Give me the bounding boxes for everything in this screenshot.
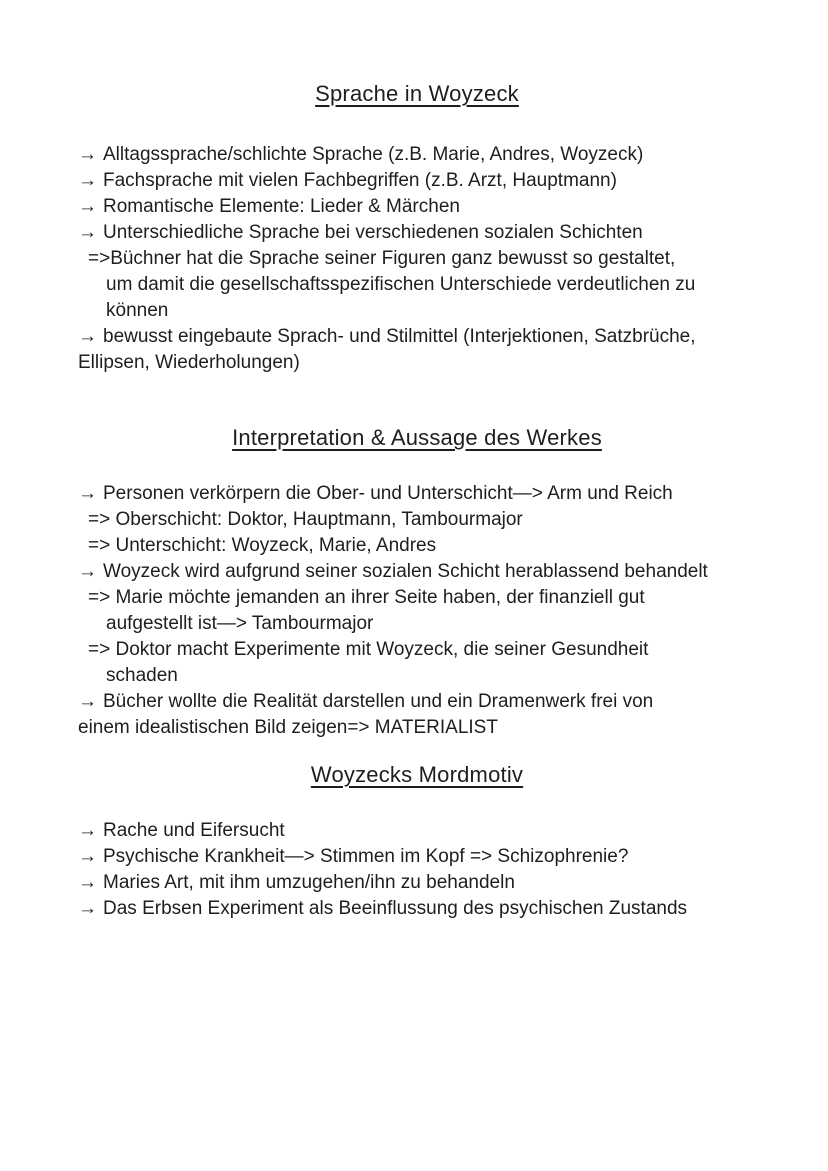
continuation-line xyxy=(78,533,756,559)
bullet-line xyxy=(78,220,756,246)
continuation-line xyxy=(78,272,756,298)
continuation-line xyxy=(78,637,756,663)
line-text: Psychische Krankheit—> Stimmen im Kopf => Schizophrenie? xyxy=(103,846,629,867)
continuation-line xyxy=(78,663,756,689)
line-text: Das Erbsen Experiment als Beeinflussung des psychischen Zustands xyxy=(103,898,688,919)
line-text: Fachsprache mit vielen Fachbegriffen (z.B. Arzt, Hauptmann) xyxy=(103,170,617,191)
line-text: bewusst eingebaute Sprach- und Stilmittel (Interjektionen, Satzbrüche, xyxy=(103,326,696,347)
line-text: => Oberschicht: Doktor, Hauptmann, Tambourmajor xyxy=(88,509,523,530)
section-lines xyxy=(78,481,756,741)
line-text: Maries Art, mit ihm umzugehen/ihn zu behandeln xyxy=(103,872,515,893)
line-text: Alltagssprache/schlichte Sprache (z.B. Marie, Andres, Woyzeck) xyxy=(103,144,644,165)
arrow-bullet-icon: → xyxy=(78,222,97,243)
line-text: schaden xyxy=(106,665,178,686)
line-text: Ellipsen, Wiederholungen) xyxy=(78,352,300,373)
line-text: Bücher wollte die Realität darstellen und ein Dramenwerk frei von xyxy=(103,691,654,712)
line-text: Personen verkörpern die Ober- und Unterschicht—> Arm und Reich xyxy=(103,483,673,504)
arrow-bullet-icon: → xyxy=(78,820,97,841)
arrow-bullet-icon: → xyxy=(78,691,97,712)
section-title: Sprache in Woyzeck xyxy=(315,81,519,106)
continuation-line xyxy=(78,350,756,376)
bullet-line xyxy=(78,896,756,922)
continuation-line xyxy=(78,298,756,324)
bullet-line xyxy=(78,142,756,168)
section-sprache xyxy=(78,80,756,376)
line-text: => Marie möchte jemanden an ihrer Seite haben, der finanziell gut xyxy=(88,587,645,608)
section-title: Interpretation & Aussage des Werkes xyxy=(232,425,602,450)
arrow-bullet-icon: → xyxy=(78,483,97,504)
continuation-line xyxy=(78,715,756,741)
continuation-line xyxy=(78,246,756,272)
section-mordmotiv xyxy=(78,761,756,922)
arrow-bullet-icon: → xyxy=(78,561,97,582)
line-text: =>Büchner hat die Sprache seiner Figuren ganz bewusst so gestaltet, xyxy=(88,248,676,269)
bullet-line xyxy=(78,481,756,507)
arrow-bullet-icon: → xyxy=(78,170,97,191)
line-text: Romantische Elemente: Lieder & Märchen xyxy=(103,196,460,217)
continuation-line xyxy=(78,507,756,533)
line-text: Woyzeck wird aufgrund seiner sozialen Schicht herablassend behandelt xyxy=(103,561,708,582)
bullet-line xyxy=(78,689,756,715)
section-interpretation xyxy=(78,424,756,741)
section-title: Woyzecks Mordmotiv xyxy=(310,762,524,787)
line-text: aufgestellt ist—> Tambourmajor xyxy=(106,613,374,634)
bullet-line xyxy=(78,324,756,350)
line-text: => Doktor macht Experimente mit Woyzeck, die seiner Gesundheit xyxy=(88,639,649,660)
arrow-bullet-icon: → xyxy=(78,326,97,347)
line-text: Rache und Eifersucht xyxy=(103,820,285,841)
arrow-bullet-icon: → xyxy=(78,196,97,217)
bullet-line xyxy=(78,559,756,585)
arrow-bullet-icon: → xyxy=(78,144,97,165)
bullet-line xyxy=(78,844,756,870)
bullet-line xyxy=(78,194,756,220)
line-text: können xyxy=(106,300,169,321)
continuation-line xyxy=(78,611,756,637)
arrow-bullet-icon: → xyxy=(78,846,97,867)
continuation-line xyxy=(78,585,756,611)
arrow-bullet-icon: → xyxy=(78,898,97,919)
section-lines xyxy=(78,142,756,376)
line-text: einem idealistischen Bild zeigen=> MATERIALIST xyxy=(78,717,498,738)
section-lines xyxy=(78,818,756,922)
bullet-line xyxy=(78,818,756,844)
line-text: => Unterschicht: Woyzeck, Marie, Andres xyxy=(88,535,437,556)
bullet-line xyxy=(78,870,756,896)
line-text: um damit die gesellschaftsspezifischen Unterschiede verdeutlichen zu xyxy=(106,274,696,295)
bullet-line xyxy=(78,168,756,194)
arrow-bullet-icon: → xyxy=(78,872,97,893)
line-text: Unterschiedliche Sprache bei verschiedenen sozialen Schichten xyxy=(103,222,643,243)
